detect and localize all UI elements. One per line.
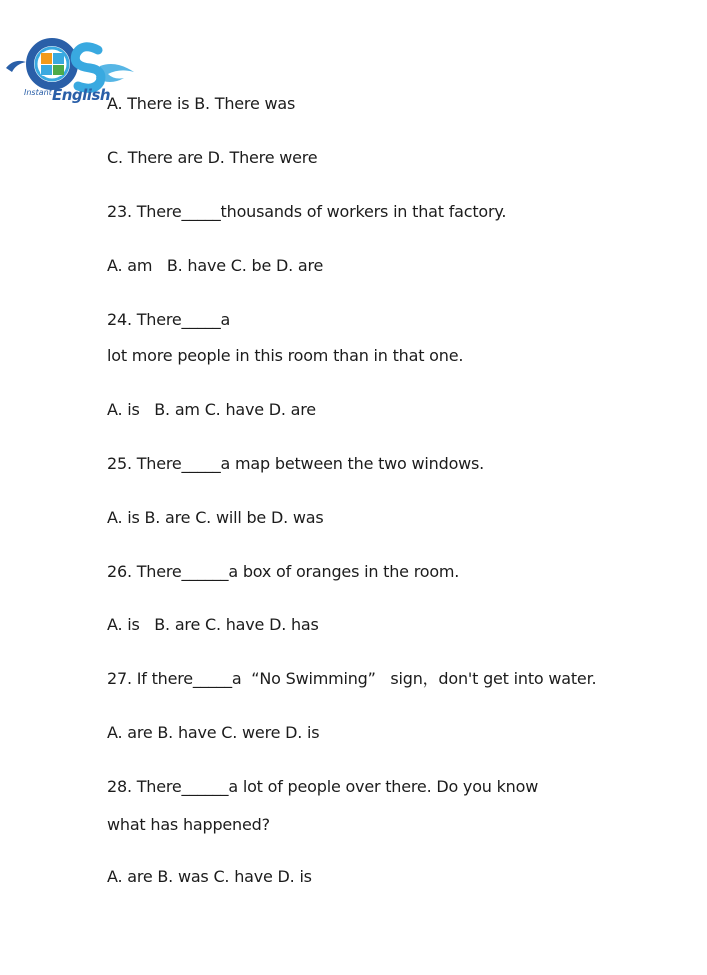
question-27: 27. If there_____a “No Swimming” sign，don't get into water.: [107, 669, 597, 688]
q26-options: A. is B. are C. have D. has: [107, 615, 319, 634]
question-25: 25. There_____a map between the two windows.: [107, 454, 485, 473]
question-23: 23. There_____thousands of workers in that factory.: [107, 202, 507, 221]
q22-options-ab: A. There is B. There was: [107, 94, 296, 113]
q24-options: A. is B. am C. have D. are: [107, 400, 316, 419]
logo-brand-text: English: [52, 86, 111, 104]
question-28-line2: what has happened?: [107, 815, 270, 834]
question-28-line1: 28. There______a lot of people over there. Do you know: [107, 777, 539, 796]
q23-options: A. am B. have C. be D. are: [107, 256, 324, 275]
logo-small-text: Instant: [24, 88, 52, 97]
q28-options: A. are B. was C. have D. is: [107, 867, 312, 886]
q27-options: A. are B. have C. were D. is: [107, 723, 320, 742]
q22-options-cd: C. There are D. There were: [107, 148, 318, 167]
q25-options: A. is B. are C. will be D. was: [107, 508, 324, 527]
question-24-line1: 24. There_____a: [107, 310, 231, 329]
question-26: 26. There______a box of oranges in the room.: [107, 562, 460, 581]
question-24-line2: lot more people in this room than in that one.: [107, 346, 464, 365]
